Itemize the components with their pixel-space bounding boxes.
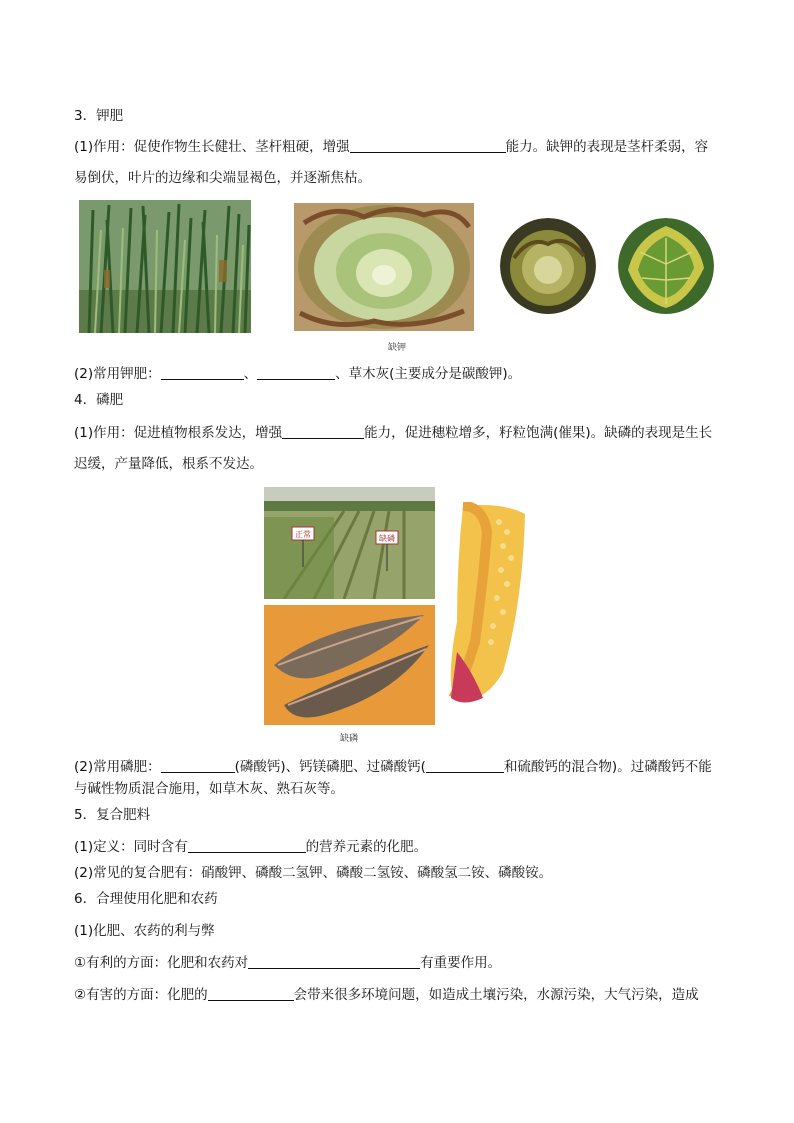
s6-p2-text-b: 有重要作用。 (420, 955, 502, 971)
s3-para1-line2: 易倒伏，叶片的边缘和尖端显褐色，并逐渐焦枯。 (74, 170, 371, 186)
leaf-potassium-deficiency-image (618, 218, 714, 314)
answer-blank[interactable] (188, 839, 306, 853)
s4-p1-text-a: (1)作用：促进植物根系发达，增强 (74, 425, 283, 441)
section-6-title: 6．合理使用化肥和农药 (74, 891, 218, 907)
phosphorus-image-caption: 缺磷 (340, 734, 359, 744)
s4-para2-line2: 与碱性物质混合施用，如草木灰、熟石灰等。 (74, 781, 344, 797)
field-phosphorus-comparison-image (264, 487, 435, 599)
answer-blank[interactable] (282, 425, 364, 439)
answer-blank[interactable] (248, 955, 420, 969)
s4-para1-line1 (74, 421, 712, 441)
corn-phosphorus-deficiency-image (443, 502, 529, 707)
s6-p2-text-a: ①有利的方面：化肥和农药对 (74, 955, 249, 971)
s6-para3 (74, 983, 699, 1003)
s4-para1-line2: 迟缓，产量降低，根系不发达。 (74, 456, 263, 472)
s3-p2-text-c: 、草木灰(主要成分是碳酸钾)。 (335, 366, 522, 382)
s4-p2-text-a: (2)常用磷肥： (74, 759, 161, 775)
s6-para2 (74, 951, 501, 971)
answer-blank[interactable] (350, 139, 506, 153)
section-4-title: 4．磷肥 (74, 392, 124, 408)
section-5-title: 5．复合肥料 (74, 807, 151, 823)
answer-blank[interactable] (426, 759, 504, 773)
s4-p1-text-b: 能力，促进穗粒增多，籽粒饱满(催果)。缺磷的表现是生长 (364, 425, 713, 441)
lettuce-potassium-deficiency-image (500, 218, 596, 314)
s5-para2: (2)常见的复合肥有：硝酸钾、磷酸二氢钾、磷酸二氢铵、磷酸氢二铵、磷酸铵。 (74, 865, 553, 881)
s6-p3-text-b: 会带来很多环境问题，如造成土壤污染，水源污染，大气污染，造成 (293, 987, 699, 1003)
s5-p1-text-b: 的营养元素的化肥。 (305, 839, 428, 855)
s5-p1-text-a: (1)定义：同时含有 (74, 839, 188, 855)
s3-p1-text-a: (1)作用：促使作物生长健壮、茎杆粗硬，增强 (74, 139, 350, 155)
answer-blank[interactable] (161, 759, 235, 773)
answer-blank[interactable] (257, 366, 335, 380)
sign-lack: 缺磷 (379, 534, 395, 543)
s4-p2-text-c: 和硫酸钙的混合物)。过磷酸钙不能 (503, 759, 712, 775)
potassium-image-caption: 缺钾 (388, 343, 407, 353)
s5-para1 (74, 835, 427, 855)
s6-para1: (1)化肥、农药的利与弊 (74, 923, 215, 939)
s3-p1-text-b: 能力。缺钾的表现是茎杆柔弱，容 (505, 139, 709, 155)
s3-p2-text-b: 、 (243, 366, 258, 382)
answer-blank[interactable] (208, 987, 294, 1001)
cabbage-potassium-deficiency-image (294, 203, 474, 331)
answer-blank[interactable] (161, 366, 244, 380)
wheat-potassium-deficiency-image (79, 200, 251, 333)
sign-normal: 正常 (295, 530, 311, 539)
s3-para2 (74, 362, 521, 382)
section-3-title: 3．钾肥 (74, 108, 124, 124)
s6-p3-text-a: ②有害的方面：化肥的 (74, 987, 208, 1003)
s4-p2-text-b: (磷酸钙)、钙镁磷肥、过磷酸钙( (234, 759, 426, 775)
s4-para2-line1 (74, 755, 712, 775)
s3-para1-line1 (74, 135, 708, 155)
s3-p2-text-a: (2)常用钾肥： (74, 366, 161, 382)
leaf-phosphorus-deficiency-image (264, 605, 435, 725)
